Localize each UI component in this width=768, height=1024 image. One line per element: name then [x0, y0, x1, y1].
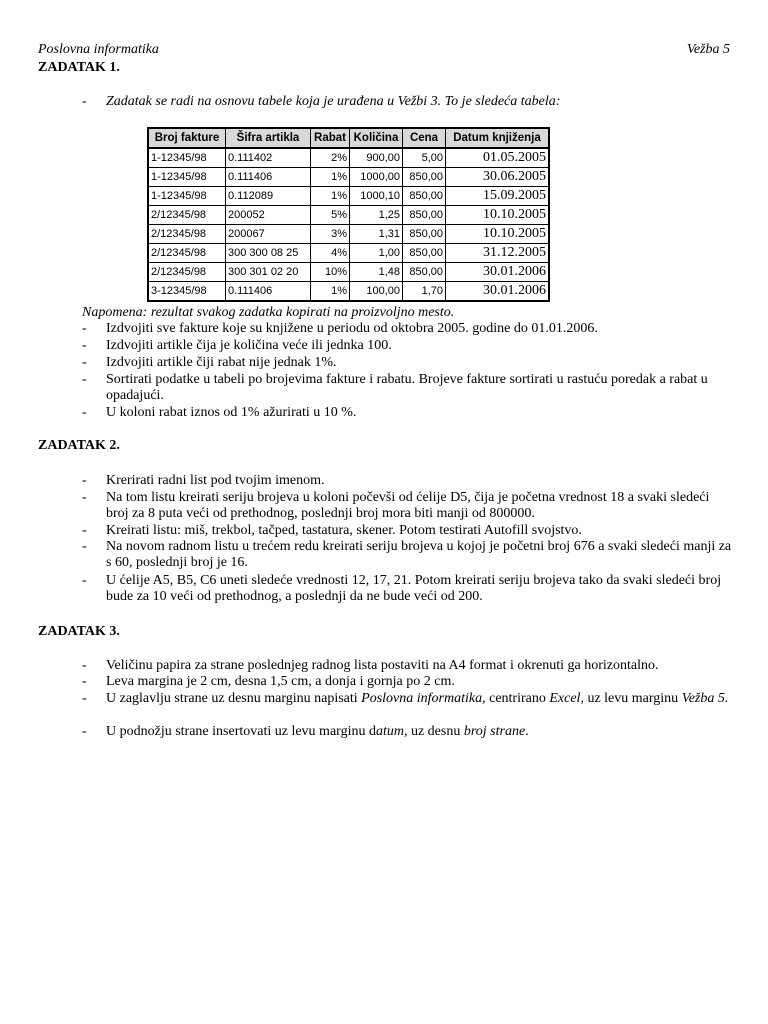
task-3-heading: ZADATAK 3.	[38, 624, 120, 639]
table-cell: 300 301 02 20	[226, 263, 311, 282]
table-row	[148, 282, 549, 302]
task-1-heading: ZADATAK 1.	[38, 60, 120, 75]
task-2-item: - Na tom listu kreirati seriju brojeva u koloni počevši od ćelije D5, čija je početna vrednost 18 a svaki sledeći broj za 8 puta veći od prethodnog, poslednji broj mora biti manji od 800000.	[82, 490, 710, 521]
table-cell: 30.01.2006	[446, 263, 550, 282]
table-header-row	[148, 128, 549, 148]
table-cell: 1000,00	[350, 168, 403, 187]
table-cell: 2/12345/98	[148, 263, 226, 282]
table-cell: 31.12.2005	[446, 244, 550, 263]
header-left: Poslovna informatika	[38, 42, 159, 57]
table-cell: 850,00	[403, 225, 446, 244]
table-cell: 0.111406	[226, 168, 311, 187]
table-cell: 1000,10	[350, 187, 403, 206]
table-cell: 850,00	[403, 263, 446, 282]
table-cell: 300 300 08 25	[226, 244, 311, 263]
column-header: Broj fakture	[148, 128, 226, 148]
task-2-item: - Krerirati radni list pod tvojim imenom.	[82, 473, 325, 488]
table-row	[148, 187, 549, 206]
table-cell: 1,25	[350, 206, 403, 225]
table-cell: 1-12345/98	[148, 187, 226, 206]
task-1-item: - U koloni rabat iznos od 1% ažurirati u 10 %.	[82, 405, 357, 420]
table-cell: 01.05.2005	[446, 148, 550, 168]
table-cell: 30.06.2005	[446, 168, 550, 187]
table-cell: 1,48	[350, 263, 403, 282]
table-cell: 2%	[311, 148, 350, 168]
table-cell: 5%	[311, 206, 350, 225]
table-row	[148, 263, 549, 282]
table-cell: 15.09.2005	[446, 187, 550, 206]
table-cell: 1-12345/98	[148, 168, 226, 187]
table-cell: 200067	[226, 225, 311, 244]
table-cell: 1%	[311, 187, 350, 206]
column-header: Količina	[350, 128, 403, 148]
table-row	[148, 244, 549, 263]
table-cell: 10%	[311, 263, 350, 282]
data-table	[147, 127, 550, 302]
table-cell: 1,00	[350, 244, 403, 263]
table-cell: 0.111402	[226, 148, 311, 168]
table-cell: 1%	[311, 168, 350, 187]
task-2-heading: ZADATAK 2.	[38, 438, 120, 453]
table-cell: 2/12345/98	[148, 225, 226, 244]
table-cell: 2/12345/98	[148, 206, 226, 225]
table-cell: 10.10.2005	[446, 225, 550, 244]
task-3-item: - U zaglavlju strane uz desnu marginu napisati Poslovna informatika, centrirano Excel, uz levu marginu Vežba 5.	[82, 691, 729, 706]
task-2-item: - U ćelije A5, B5, C6 uneti sledeće vrednosti 12, 17, 21. Potom kreirati seriju brojeva tako da svaki sledeći broj bude za 10 veći od prethodnog, a poslednji da ne bude veći od 200.	[82, 573, 722, 604]
column-header: Rabat	[311, 128, 350, 148]
table-cell: 5,00	[403, 148, 446, 168]
table-row	[148, 206, 549, 225]
task-1-item: - Izdvojiti sve fakture koje su knjižene u periodu od oktobra 2005. godine do 01.01.2006.	[82, 321, 598, 336]
task-1-item: - Sortirati podatke u tabeli po brojevima fakture i rabatu. Brojeve fakture sortirati u rastuću poredak a rabat u opadajući.	[82, 372, 708, 403]
table-cell: 1%	[311, 282, 350, 302]
table-cell: 1-12345/98	[148, 148, 226, 168]
header-right: Vežba 5	[686, 42, 730, 57]
table-cell: 1,70	[403, 282, 446, 302]
task-3-item: - Leva margina je 2 cm, desna 1,5 cm, a donja i gornja po 2 cm.	[82, 674, 455, 689]
table-cell: 1,31	[350, 225, 403, 244]
table-cell: 3-12345/98	[148, 282, 226, 302]
task-1-item: - Izdvojiti artikle čija je količina veće ili jednka 100.	[82, 338, 392, 353]
table-cell: 850,00	[403, 168, 446, 187]
task-1-note: Napomena: rezultat svakog zadatka kopirati na proizvoljno mesto.	[82, 305, 455, 320]
column-header: Šifra artikla	[226, 128, 311, 148]
table-cell: 10.10.2005	[446, 206, 550, 225]
column-header: Datum knjiženja	[446, 128, 550, 148]
table-row	[148, 168, 549, 187]
task-3-item: - U podnožju strane insertovati uz levu marginu datum, uz desnu broj strane.	[82, 724, 529, 739]
table-cell: 200052	[226, 206, 311, 225]
table-cell: 850,00	[403, 244, 446, 263]
table-row	[148, 148, 549, 168]
table-cell: 2/12345/98	[148, 244, 226, 263]
table-cell: 0.112089	[226, 187, 311, 206]
task-1-item: - Izdvojiti artikle čiji rabat nije jednak 1%.	[82, 355, 337, 370]
table-cell: 3%	[311, 225, 350, 244]
table-cell: 100,00	[350, 282, 403, 302]
table-cell: 30.01.2006	[446, 282, 550, 302]
table-row	[148, 225, 549, 244]
table-cell: 850,00	[403, 187, 446, 206]
task-2-item: - Na novom radnom listu u trećem redu kreirati seriju brojeva u kojoj je početni broj 676 a svaki sledeći manji za s 60, poslednji broj je 16.	[82, 539, 732, 570]
table-cell: 4%	[311, 244, 350, 263]
table-cell: 850,00	[403, 206, 446, 225]
column-header: Cena	[403, 128, 446, 148]
task-3-item: - Veličinu papira za strane poslednjeg radnog lista postaviti na A4 format i okrenuti ga horizontalno.	[82, 658, 659, 673]
task-2-item: - Kreirati listu: miš, trekbol, tačped, tastatura, skener. Potom testirati Autofill svojstvo.	[82, 523, 582, 538]
table-cell: 0.111406	[226, 282, 311, 302]
task-1-intro: - Zadatak se radi na osnovu tabele koja je urađena u Vežbi 3. To je sledeća tabela:	[82, 94, 561, 109]
table-cell: 900,00	[350, 148, 403, 168]
